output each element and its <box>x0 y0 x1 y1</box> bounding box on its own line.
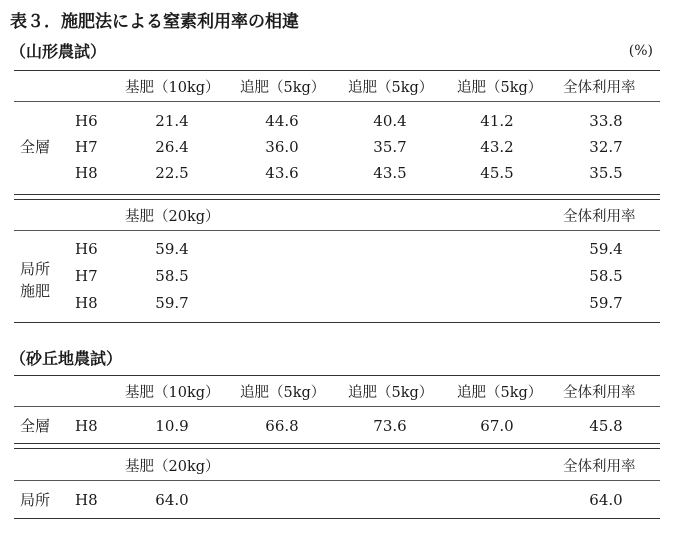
table-cell: 44.6 <box>265 112 299 130</box>
header-total-rate: 全体利用率 <box>563 385 636 401</box>
section-label-yamagata: （山形農試） <box>10 42 107 61</box>
row-year: H7 <box>75 138 98 156</box>
header-topdress-3: 追肥（5kg） <box>457 385 543 401</box>
table-cell: 41.2 <box>480 112 514 130</box>
table-cell: 43.2 <box>480 138 514 156</box>
header-topdress-2: 追肥（5kg） <box>348 80 434 96</box>
table-rule-header <box>14 101 660 102</box>
header-topdress-3: 追肥（5kg） <box>457 80 543 96</box>
table-cell: 67.0 <box>480 417 514 435</box>
table4-rule-bottom <box>14 518 660 519</box>
table-cell: 32.7 <box>589 138 623 156</box>
table-cell: 58.5 <box>589 267 623 285</box>
table3-rule-top <box>14 375 660 376</box>
row-year: H7 <box>75 267 98 285</box>
table-cell: 43.6 <box>265 164 299 182</box>
row-year: H8 <box>75 417 98 435</box>
header-basal-20kg: 基肥（20kg） <box>125 459 220 475</box>
header-topdress-1: 追肥（5kg） <box>240 80 326 96</box>
row-year: H6 <box>75 240 98 258</box>
header-basal-20kg: 基肥（20kg） <box>125 209 220 225</box>
header-basal-10kg: 基肥（10kg） <box>125 385 220 401</box>
table-cell: 58.5 <box>155 267 189 285</box>
header-total-rate: 全体利用率 <box>563 459 636 475</box>
table-rule-bottom <box>14 194 660 195</box>
table3-rule-header <box>14 406 660 407</box>
table-rule-top <box>14 70 660 71</box>
row-year: H8 <box>75 491 98 509</box>
group-label-local: 局所 <box>20 491 51 509</box>
table-cell: 45.8 <box>589 417 623 435</box>
row-year: H8 <box>75 164 98 182</box>
header-topdress-2: 追肥（5kg） <box>348 385 434 401</box>
table3-rule-bottom <box>14 443 660 444</box>
table-cell: 36.0 <box>265 138 299 156</box>
table-cell: 35.7 <box>373 138 407 156</box>
table-cell: 40.4 <box>373 112 407 130</box>
table4-rule-top <box>14 448 660 449</box>
table2-rule-top <box>14 199 660 200</box>
row-year: H6 <box>75 112 98 130</box>
table-cell: 45.5 <box>480 164 514 182</box>
table-cell: 10.9 <box>155 417 189 435</box>
table-cell: 64.0 <box>155 491 189 509</box>
table-cell: 35.5 <box>589 164 623 182</box>
section-label-sakyuchi: （砂丘地農試） <box>10 349 123 368</box>
header-total-rate: 全体利用率 <box>563 209 636 225</box>
table-cell: 59.4 <box>589 240 623 258</box>
table2-rule-header <box>14 230 660 231</box>
unit-label: (%) <box>628 43 653 59</box>
table-cell: 66.8 <box>265 417 299 435</box>
table-cell: 59.7 <box>155 294 189 312</box>
table2-rule-bottom <box>14 322 660 323</box>
table-cell: 26.4 <box>155 138 189 156</box>
table-cell: 73.6 <box>373 417 407 435</box>
row-year: H8 <box>75 294 98 312</box>
table-cell: 59.7 <box>589 294 623 312</box>
group-label-zenso: 全層 <box>20 138 51 156</box>
group-label-local-line2: 施肥 <box>20 282 51 300</box>
table-cell: 21.4 <box>155 112 189 130</box>
table-cell: 64.0 <box>589 491 623 509</box>
header-topdress-1: 追肥（5kg） <box>240 385 326 401</box>
table-cell: 22.5 <box>155 164 189 182</box>
header-total-rate: 全体利用率 <box>563 80 636 96</box>
table-cell: 43.5 <box>373 164 407 182</box>
table-cell: 59.4 <box>155 240 189 258</box>
header-basal-10kg: 基肥（10kg） <box>125 80 220 96</box>
group-label-local-line1: 局所 <box>20 260 51 278</box>
table4-rule-header <box>14 480 660 481</box>
group-label-zenso: 全層 <box>20 417 51 435</box>
table-cell: 33.8 <box>589 112 623 130</box>
table-title: 表３．施肥法による窒素利用率の相違 <box>10 12 299 32</box>
